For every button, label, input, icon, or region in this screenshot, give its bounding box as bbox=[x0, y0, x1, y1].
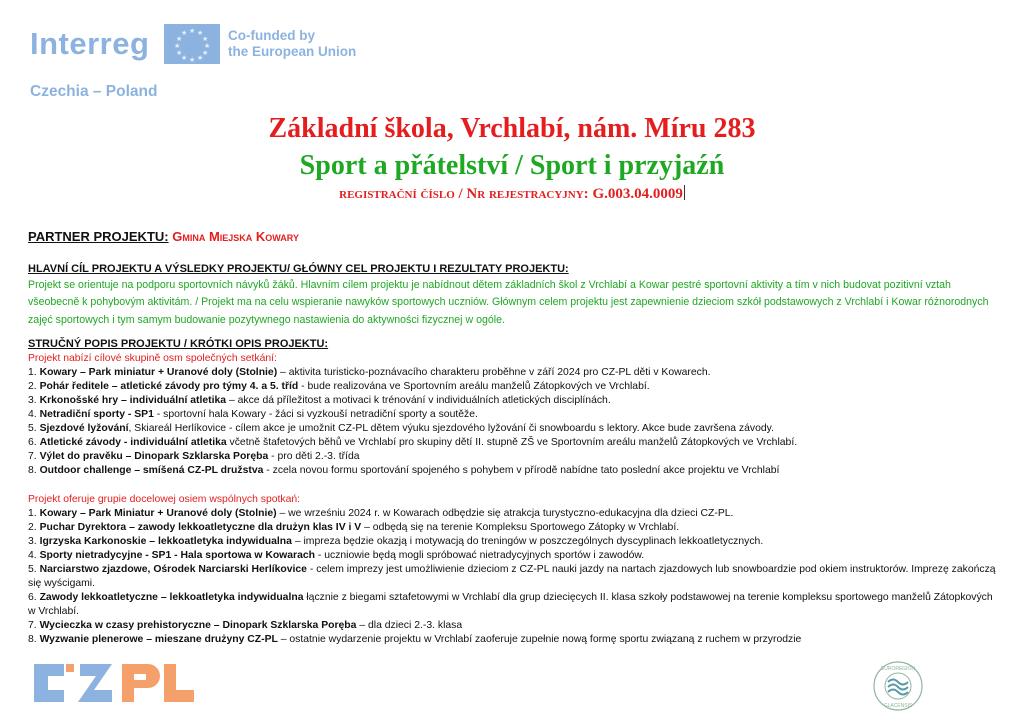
list-item: 4. Sporty nietradycyjne - SP1 - Hala sportowa w Kowarach - uczniowie będą mogli spróbować nietradycyjnych sportów i zawodów. bbox=[28, 550, 645, 561]
partner-value: Gmina Miejska Kowary bbox=[172, 229, 299, 244]
list-item: 2. Pohár ředitele – atletické závody pro týmy 4. a 5. tříd - bude realizována ve Sportovním areálu manželů Zátopkových ve Vrchlabí. bbox=[28, 381, 650, 392]
list-item: 8. Wyzwanie plenerowe – mieszane drużyny CZ-PL – ostatnie wydarzenie projektu w Vrchlabí zaoferuje zupełnie nową formę sportu związaną z ruchem w przyrodzie bbox=[28, 634, 802, 645]
cz-intro: Projekt nabízí cílové skupině osm společných setkání: bbox=[28, 353, 277, 364]
registration-line bbox=[0, 185, 1024, 203]
interreg-logo: Interreg bbox=[30, 26, 150, 61]
cofunded-line2: the European Union bbox=[228, 44, 357, 59]
partner-label: PARTNER PROJEKTU: bbox=[28, 229, 169, 244]
list-item: 5. Narciarstwo zjazdowe, Ośrodek Narciarski Herlíkovice - celem imprezy jest umożliwienie dzieciom z CZ-PL nauki jazdy na nartach zjazdowych lub snowboardzie pod okiem instruktorów. Imprezę zakończą się wyścigami. bbox=[28, 564, 996, 589]
list-item: 1. Kowary – Park miniatur + Uranové doly (Stolnie) – aktivita turisticko-poznávacího charakteru proběhne v září 2024 pro CZ-PL děti v Kowarech. bbox=[28, 367, 711, 378]
text-caret bbox=[684, 185, 685, 200]
list-item: 7. Wycieczka w czasy prehistoryczne – Dinopark Szklarska Poręba – dla dzieci 2.-3. klasa bbox=[28, 620, 463, 631]
project-title: Sport a přátelství / Sport i przyjaźń bbox=[299, 150, 725, 181]
cofunded-text bbox=[228, 28, 356, 60]
list-item: 3. Krkonošské hry – individuální atletika – akce dá příležitost a motivaci k trénování v individuálních atletických disciplínách. bbox=[28, 395, 611, 406]
euroregion-glacensis-logo bbox=[872, 660, 924, 712]
list-item: 4. Netradiční sporty - SP1 - sportovní hala Kowary - žáci si vyzkouší netradiční sporty a soutěže. bbox=[28, 409, 478, 420]
cz-list bbox=[28, 352, 998, 478]
description-heading: STRUČNÝ POPIS PROJEKTU / KRÓTKI OPIS PROJEKTU: bbox=[28, 338, 329, 350]
list-item: 5. Sjezdové lyžování, Skiareál Herlíkovice - cílem akce je umožnit CZ-PL dětem výuku sjezdového lyžování či snowboardu s lektory. Akce bude završena závody. bbox=[28, 423, 774, 434]
list-item: 7. Výlet do pravěku – Dinopark Szklarska Poręba - pro děti 2.-3. třída bbox=[28, 451, 360, 462]
registration-label: registrační číslo / Nr rejestracyjny: bbox=[339, 186, 589, 202]
list-item: 6. Atletické závody - individuální atletika včetně štafetových běhů ve Vrchlabí pro skupiny dětí II. stupně ZŠ ve Sportovním areálu manželů Zátopkových ve Vrchlabí. bbox=[28, 437, 798, 448]
school-title: Základní škola, Vrchlabí, nám. Míru 283 bbox=[268, 113, 756, 144]
list-item: 1. Kowary – Park Miniatur + Uranové doly (Stolnie) – we wrześniu 2024 r. w Kowarach odbędzie się atrakcja turystyczno-edukacyjna dla dzieci CZ-PL. bbox=[28, 508, 734, 519]
list-item: 8. Outdoor challenge – smíšená CZ-PL družstva - zcela novou formu sportování spojeného s pohybem v přírodě nabídne tato poslední akce projektu ve Vrchlabí bbox=[28, 465, 780, 476]
czpl-logo bbox=[30, 658, 210, 708]
partner-line bbox=[28, 229, 299, 244]
region-label: Czechia – Poland bbox=[30, 83, 158, 100]
euroregion-top-text: EUROREGION bbox=[880, 666, 916, 672]
registration-number: G.003.04.0009 bbox=[592, 186, 683, 202]
pl-intro: Projekt oferuje grupie docelowej osiem wspólnych spotkań: bbox=[28, 494, 301, 505]
euroregion-bottom-text: GLACENSIS bbox=[883, 703, 913, 709]
list-item: 6. Zawody lekkoatletyczne – lekkoatletyka indywidualna łącznie z biegami sztafetowymi w Vrchlabí dla grup dziecięcych II. klasa szkoły podstawowej na terenie kompleksu sportowego manželů Zátopkových w Vrchlabí. bbox=[28, 592, 993, 617]
cofunded-line1: Co-funded by bbox=[228, 28, 315, 43]
goal-heading: HLAVNÍ CÍL PROJEKTU A VÝSLEDKY PROJEKTU/ GŁÓWNY CEL PROJEKTU I REZULTATY PROJEKTU: bbox=[28, 263, 569, 275]
eu-flag-icon: ★ ★ ★ ★ ★ ★ ★ ★ ★ ★ ★ ★ bbox=[164, 24, 220, 64]
goal-text: Projekt se orientuje na podporu sportovních návyků žáků. Hlavním cílem projektu je nabídnout dětem základních škol z Vrchlabí a Kowar pestré sportovní aktivity a tím v nich budovat pozitivní vztah všeobecně k pohybovým aktivitám. / Projekt ma na celu wspieranie nawyków sportowych uczniów. Głównym celem projektu jest zapewnienie dzieciom szkół podstawowych z Vrchlabí i Kowar różnorodnych zajęć sportowych i tym samym budowanie pozytywnego nastawienia do aktywności fizycznej w ogóle. bbox=[28, 279, 989, 326]
list-item: 3. Igrzyska Karkonoskie – lekkoatletyka indywidualna – impreza będzie okazją i motywacją do treningów w poszczególnych dyscyplinach lekkoatletycznych. bbox=[28, 536, 764, 547]
pl-list bbox=[28, 493, 998, 647]
list-item: 2. Puchar Dyrektora – zawody lekkoatletyczne dla drużyn klas IV i V – odbędą się na terenie Kompleksu Sportowego Zátopky w Vrchlabí. bbox=[28, 522, 680, 533]
